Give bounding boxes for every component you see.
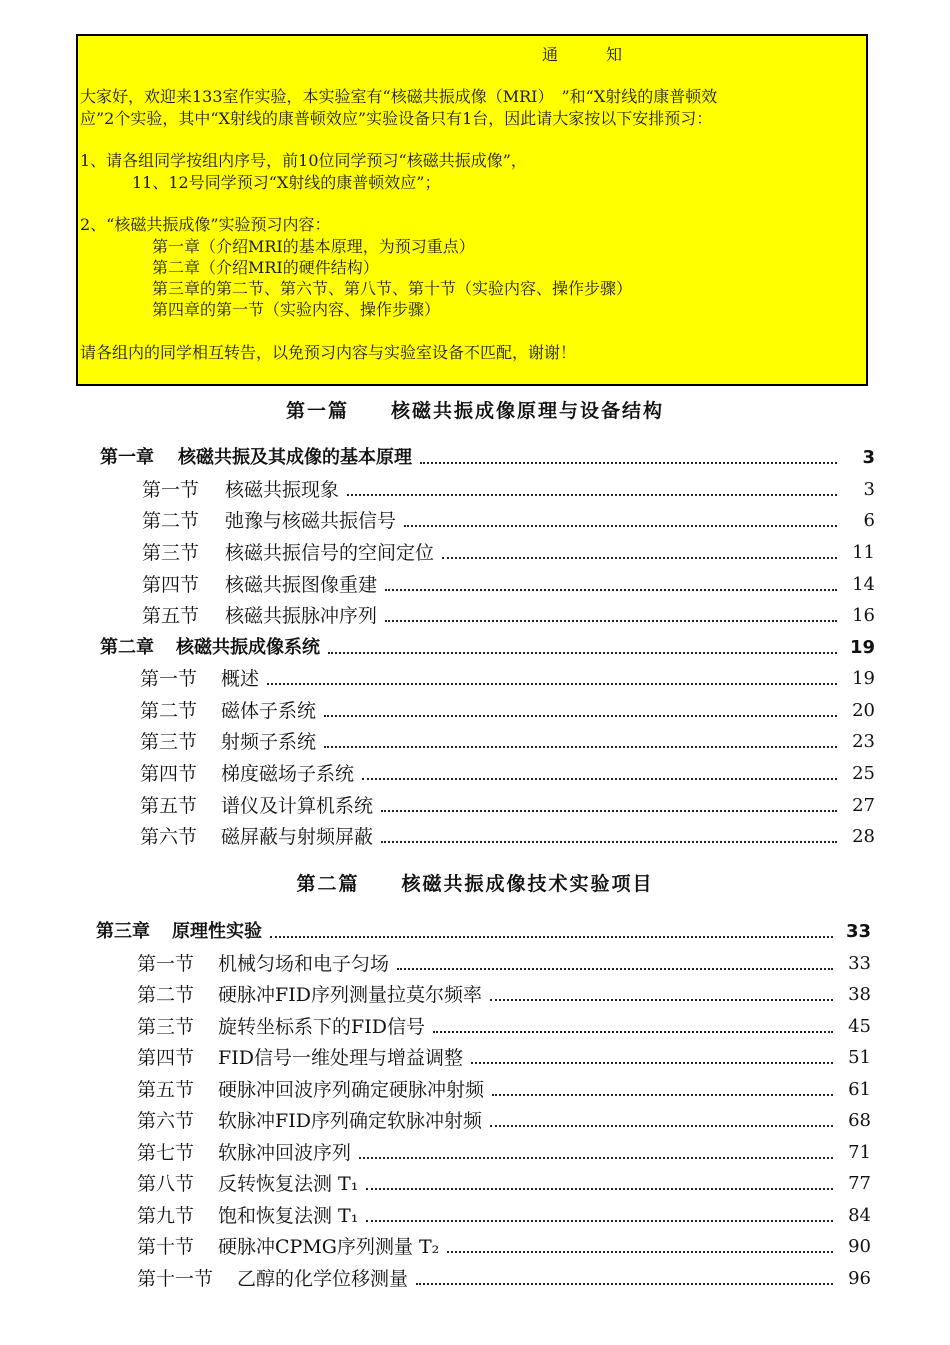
toc-page: 68 xyxy=(848,1110,871,1131)
toc-title: 原理性实验 xyxy=(172,921,262,942)
toc-leader xyxy=(397,968,833,970)
toc-leader xyxy=(416,1283,833,1285)
toc-leader xyxy=(471,1062,833,1064)
toc-section[interactable] xyxy=(137,1231,871,1259)
toc-section[interactable] xyxy=(140,790,875,818)
toc-chapter-3[interactable] xyxy=(96,916,871,944)
notice-line: 第四章的第一节（实验内容、操作步骤） xyxy=(152,300,441,319)
toc-section[interactable] xyxy=(140,726,875,754)
toc-section[interactable] xyxy=(140,663,875,691)
toc-leader xyxy=(366,1188,833,1190)
toc-page: 77 xyxy=(848,1173,871,1194)
toc-page: 25 xyxy=(852,763,875,784)
toc-section[interactable] xyxy=(142,474,875,502)
notice-box xyxy=(76,34,868,386)
toc-chapter-2[interactable] xyxy=(100,632,875,660)
toc-num: 第八节 xyxy=(137,1173,195,1195)
toc-section[interactable] xyxy=(137,1200,871,1228)
toc-chapter-1[interactable] xyxy=(100,442,875,470)
notice-line: 第二章（介绍MRI的硬件结构） xyxy=(152,258,379,277)
toc-section[interactable] xyxy=(142,537,875,565)
toc-title: 饱和恢复法测 T₁ xyxy=(218,1205,359,1227)
toc-leader xyxy=(324,715,837,717)
toc-title: 旋转坐标系下的FID信号 xyxy=(218,1016,425,1038)
toc-section[interactable] xyxy=(142,600,875,628)
toc-num: 第三节 xyxy=(142,542,200,564)
toc-section[interactable] xyxy=(137,1011,871,1039)
notice-line: 第一章（介绍MRI的基本原理，为预习重点） xyxy=(152,237,475,256)
toc-num: 第五节 xyxy=(140,795,198,817)
toc-leader xyxy=(267,683,837,685)
toc-leader xyxy=(447,1251,833,1253)
toc-num: 第三节 xyxy=(140,731,198,753)
toc-page: 33 xyxy=(845,921,871,942)
toc-leader xyxy=(442,557,837,559)
toc-num: 第二章 xyxy=(100,637,154,658)
toc-leader xyxy=(366,1220,833,1222)
toc-page: 16 xyxy=(852,605,875,626)
toc-leader xyxy=(362,778,837,780)
toc-title: 硬脉冲回波序列确定硬脉冲射频 xyxy=(218,1079,485,1101)
notice-line: 大家好，欢迎来133室作实验，本实验室有“核磁共振成像（MRI） ”和“X射线的康普顿效 xyxy=(80,87,718,106)
toc-title: 谱仪及计算机系统 xyxy=(221,795,374,817)
toc-page: 38 xyxy=(848,984,871,1005)
part-two-title: 第二篇 核磁共振成像技术实验项目 xyxy=(296,873,654,895)
toc-leader xyxy=(381,841,837,843)
toc-section[interactable] xyxy=(142,505,875,533)
toc-page: 19 xyxy=(849,637,875,658)
toc-num: 第六节 xyxy=(137,1110,195,1132)
toc-title: 核磁共振信号的空间定位 xyxy=(225,542,435,564)
toc-section[interactable] xyxy=(142,569,875,597)
toc-leader xyxy=(404,525,837,527)
toc-leader xyxy=(347,494,837,496)
toc-num: 第一节 xyxy=(140,668,198,690)
toc-title: 机械匀场和电子匀场 xyxy=(218,953,390,975)
toc-num: 第五节 xyxy=(142,605,200,627)
toc-page: 51 xyxy=(848,1047,871,1068)
toc-leader xyxy=(490,999,833,1001)
toc-num: 第十节 xyxy=(137,1236,195,1258)
toc-leader xyxy=(359,1157,833,1159)
toc-num: 第三节 xyxy=(137,1016,195,1038)
toc-num: 第一节 xyxy=(142,479,200,501)
toc-section[interactable] xyxy=(140,695,875,723)
toc-title: 梯度磁场子系统 xyxy=(221,763,355,785)
toc-title: 弛豫与核磁共振信号 xyxy=(225,510,397,532)
toc-section[interactable] xyxy=(137,1168,871,1196)
toc-leader xyxy=(324,746,837,748)
notice-line: 1、请各组同学按组内序号，前10位同学预习“核磁共振成像”， xyxy=(80,151,527,170)
toc-section[interactable] xyxy=(137,1074,871,1102)
toc-title: 概述 xyxy=(221,668,260,690)
toc-title: 乙醇的化学位移测量 xyxy=(237,1268,409,1290)
toc-num: 第四节 xyxy=(140,763,198,785)
toc-leader xyxy=(492,1094,833,1096)
toc-page: 84 xyxy=(848,1205,871,1226)
toc-num: 第五节 xyxy=(137,1079,195,1101)
toc-title: 核磁共振成像系统 xyxy=(176,637,320,658)
toc-page: 45 xyxy=(848,1016,871,1037)
toc-page: 14 xyxy=(852,574,875,595)
toc-page: 28 xyxy=(852,826,875,847)
toc-page: 23 xyxy=(852,731,875,752)
toc-num: 第六节 xyxy=(140,826,198,848)
toc-title: 硬脉冲CPMG序列测量 T₂ xyxy=(218,1236,440,1258)
toc-num: 第七节 xyxy=(137,1142,195,1164)
toc-page: 90 xyxy=(848,1236,871,1257)
toc-title: FID信号一维处理与增益调整 xyxy=(218,1047,463,1069)
toc-title: 射频子系统 xyxy=(221,731,317,753)
notice-line: 2、“核磁共振成像”实验预习内容： xyxy=(80,215,331,234)
toc-page: 61 xyxy=(848,1079,871,1100)
toc-title: 磁屏蔽与射频屏蔽 xyxy=(221,826,374,848)
toc-page: 20 xyxy=(852,700,875,721)
toc-page: 33 xyxy=(848,953,871,974)
toc-page: 27 xyxy=(852,795,875,816)
toc-num: 第一节 xyxy=(137,953,195,975)
toc-section[interactable] xyxy=(137,948,871,976)
toc-page: 6 xyxy=(863,510,875,531)
toc-section[interactable] xyxy=(140,758,875,786)
toc-num: 第二节 xyxy=(137,984,195,1006)
toc-leader xyxy=(433,1031,833,1033)
toc-num: 第二节 xyxy=(140,700,198,722)
toc-num: 第四节 xyxy=(142,574,200,596)
toc-leader xyxy=(490,1125,833,1127)
toc-section[interactable] xyxy=(140,821,875,849)
toc-leader xyxy=(328,652,837,654)
toc-page: 96 xyxy=(848,1268,871,1289)
toc-title: 反转恢复法测 T₁ xyxy=(218,1173,359,1195)
toc-num: 第九节 xyxy=(137,1205,195,1227)
toc-title: 核磁共振及其成像的基本原理 xyxy=(178,447,412,468)
part-one-title: 第一篇 核磁共振成像原理与设备结构 xyxy=(285,400,664,422)
toc-page: 3 xyxy=(862,447,875,468)
toc-section[interactable] xyxy=(137,1042,871,1070)
toc-section[interactable] xyxy=(137,1263,871,1291)
toc-title: 核磁共振图像重建 xyxy=(225,574,378,596)
toc-page: 3 xyxy=(863,479,875,500)
toc-num: 第一章 xyxy=(100,447,154,468)
toc-title: 硬脉冲FID序列测量拉莫尔频率 xyxy=(218,984,482,1006)
toc-leader xyxy=(381,810,837,812)
notice-title: 通 知 xyxy=(542,45,623,64)
toc-num: 第十一节 xyxy=(137,1268,214,1290)
toc-num: 第四节 xyxy=(137,1047,195,1069)
notice-line: 请各组内的同学相互转告，以免预习内容与实验室设备不匹配，谢谢！ xyxy=(80,343,577,362)
toc-section[interactable] xyxy=(137,979,871,1007)
notice-line: 11、12号同学预习“X射线的康普顿效应”； xyxy=(132,173,441,192)
toc-page: 11 xyxy=(852,542,875,563)
toc-page: 19 xyxy=(852,668,875,689)
toc-leader xyxy=(270,936,833,938)
toc-title: 软脉冲回波序列 xyxy=(218,1142,352,1164)
toc-num: 第三章 xyxy=(96,921,150,942)
toc-section[interactable] xyxy=(137,1137,871,1165)
toc-leader xyxy=(385,620,837,622)
toc-title: 核磁共振现象 xyxy=(225,479,340,501)
toc-num: 第二节 xyxy=(142,510,200,532)
toc-title: 磁体子系统 xyxy=(221,700,317,722)
toc-leader xyxy=(385,589,837,591)
toc-section[interactable] xyxy=(137,1105,871,1133)
notice-line: 应”2个实验，其中“X射线的康普顿效应”实验设备只有1台，因此请大家按以下安排预习： xyxy=(80,109,713,128)
toc-title: 核磁共振脉冲序列 xyxy=(225,605,378,627)
toc-page: 71 xyxy=(848,1142,871,1163)
toc-leader xyxy=(420,462,837,464)
toc-title: 软脉冲FID序列确定软脉冲射频 xyxy=(218,1110,482,1132)
notice-line: 第三章的第二节、第六节、第八节、第十节（实验内容、操作步骤） xyxy=(152,279,633,298)
